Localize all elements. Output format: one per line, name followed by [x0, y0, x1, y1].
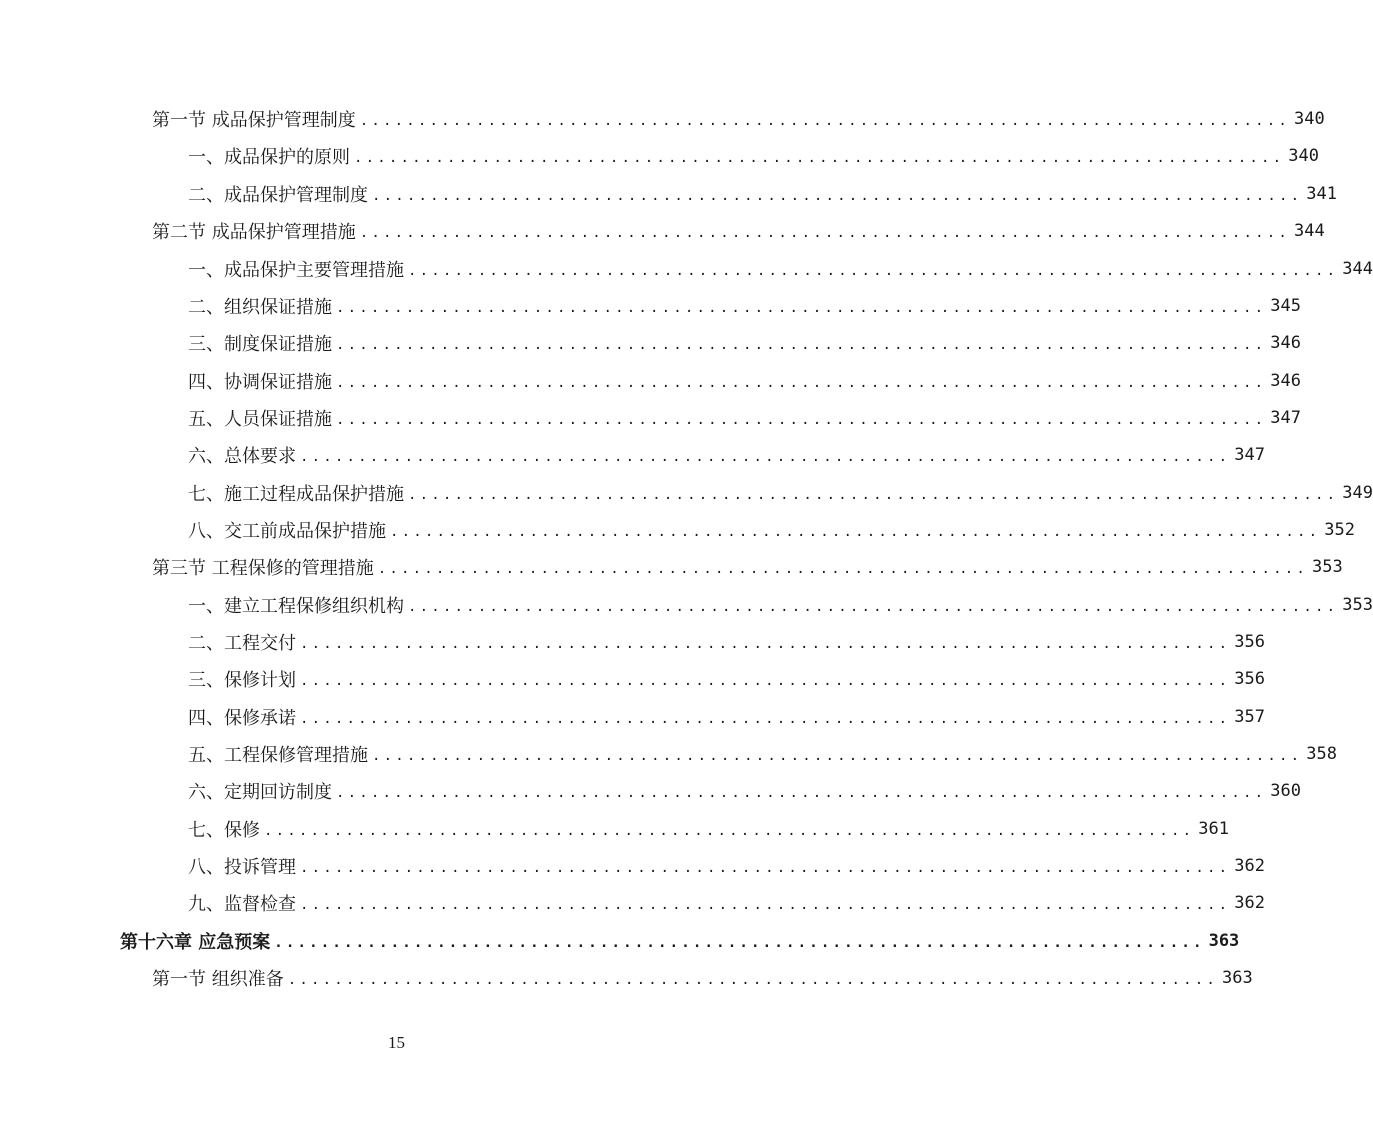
toc-entry-page: 344 — [1294, 220, 1325, 241]
toc-entry[interactable] — [188, 698, 1266, 735]
toc-entry[interactable] — [152, 959, 1253, 996]
toc-entry[interactable] — [188, 436, 1266, 473]
toc-entry-title: 二、工程交付 — [188, 632, 296, 654]
toc-entry-page: 346 — [1270, 332, 1302, 353]
toc-leader-dots: ................................................................................ — [274, 934, 1205, 951]
toc-entry[interactable] — [152, 212, 1325, 249]
toc-entry-page: 361 — [1198, 818, 1230, 839]
toc-leader-dots: ................................................................................ — [264, 822, 1195, 839]
toc-leader-dots: ................................................................................ — [372, 187, 1303, 204]
toc-leader-dots: ................................................................................ — [300, 710, 1231, 727]
toc-entry-title: 第一节 成品保护管理制度 — [152, 109, 356, 131]
toc-entry[interactable] — [188, 772, 1302, 809]
toc-entry[interactable] — [188, 175, 1338, 212]
toc-entry-title: 六、定期回访制度 — [188, 781, 332, 803]
toc-entry-title: 五、工程保修管理措施 — [188, 744, 368, 766]
toc-leader-dots: ................................................................................ — [390, 523, 1321, 540]
toc-entry-page: 345 — [1270, 295, 1302, 316]
toc-entry[interactable] — [188, 474, 1373, 511]
toc-entry-page: 340 — [1288, 145, 1320, 166]
toc-entry[interactable] — [120, 922, 1240, 959]
toc-entry-title: 五、人员保证措施 — [188, 408, 332, 430]
toc-entry-title: 九、监督检查 — [188, 893, 296, 915]
toc-entry-title: 四、协调保证措施 — [188, 371, 332, 393]
toc-entry[interactable] — [152, 548, 1343, 585]
toc-entry-page: 356 — [1234, 631, 1266, 652]
toc-entry-title: 第二节 成品保护管理措施 — [152, 221, 356, 243]
toc-entry[interactable] — [188, 362, 1302, 399]
toc-leader-dots: ................................................................................ — [408, 598, 1339, 615]
toc-entry-title: 一、建立工程保修组织机构 — [188, 595, 404, 617]
toc-leader-dots: ................................................................................ — [377, 560, 1309, 577]
toc-entry-title: 六、总体要求 — [188, 445, 296, 467]
toc-entry[interactable] — [188, 324, 1302, 361]
toc-leader-dots: ................................................................................ — [408, 486, 1339, 503]
toc-entry-page: 340 — [1294, 108, 1325, 129]
toc-leader-dots: ................................................................................ — [354, 149, 1285, 166]
toc-entry[interactable] — [188, 511, 1356, 548]
toc-entry-page: 346 — [1270, 370, 1302, 391]
toc-entry-title: 第一节 组织准备 — [152, 968, 284, 990]
toc-entry[interactable] — [188, 250, 1373, 287]
toc-entry[interactable] — [188, 884, 1266, 921]
toc-entry-title: 八、交工前成品保护措施 — [188, 520, 386, 542]
toc-entry-page: 352 — [1324, 519, 1356, 540]
toc-entry-title: 七、保修 — [188, 819, 260, 841]
toc-leader-dots: ................................................................................ — [300, 896, 1231, 913]
toc-entry-page: 356 — [1234, 668, 1266, 689]
toc-entry-title: 二、组织保证措施 — [188, 296, 332, 318]
toc-entry-page: 358 — [1306, 743, 1338, 764]
toc-leader-dots: ................................................................................ — [336, 336, 1267, 353]
toc-entry-title: 第十六章 应急预案 — [120, 931, 271, 953]
toc-entry-title: 第三节 工程保修的管理措施 — [152, 557, 374, 579]
toc-entry[interactable] — [188, 847, 1266, 884]
toc-entry-page: 362 — [1234, 892, 1266, 913]
toc-entry-page: 357 — [1234, 706, 1266, 727]
toc-leader-dots: ................................................................................ — [408, 262, 1339, 279]
toc-entry-title: 四、保修承诺 — [188, 707, 296, 729]
toc-entry-page: 341 — [1306, 183, 1338, 204]
toc-entry-page: 347 — [1234, 444, 1266, 465]
toc-entry-page: 363 — [1208, 930, 1240, 951]
toc-leader-dots: ................................................................................ — [300, 859, 1231, 876]
toc-leader-dots: ................................................................................ — [336, 299, 1267, 316]
toc-entry-title: 三、制度保证措施 — [188, 333, 332, 355]
toc-entry-page: 360 — [1270, 780, 1302, 801]
toc-entry[interactable] — [188, 399, 1302, 436]
toc-entry-page: 349 — [1342, 482, 1373, 503]
page-number: 15 — [388, 1033, 405, 1052]
toc-entry-title: 一、成品保护主要管理措施 — [188, 259, 404, 281]
toc-leader-dots: ................................................................................ — [372, 747, 1303, 764]
toc-leader-dots: ................................................................................ — [300, 448, 1231, 465]
toc-entry-title: 一、成品保护的原则 — [188, 146, 350, 168]
toc-entry[interactable] — [188, 735, 1338, 772]
toc-leader-dots: ................................................................................ — [300, 635, 1231, 652]
toc-leader-dots: ................................................................................ — [359, 112, 1291, 129]
toc-entry-page: 353 — [1342, 594, 1373, 615]
toc-entry-page: 347 — [1270, 407, 1302, 428]
toc-entry[interactable] — [188, 810, 1230, 847]
toc-leader-dots: ................................................................................ — [359, 224, 1291, 241]
toc-leader-dots: ................................................................................ — [336, 411, 1267, 428]
toc-leader-dots: ................................................................................ — [336, 374, 1267, 391]
toc-entry[interactable] — [188, 623, 1266, 660]
toc-entry-page: 362 — [1234, 855, 1266, 876]
toc-leader-dots: ................................................................................ — [300, 672, 1231, 689]
toc-entry-page: 353 — [1312, 556, 1343, 577]
toc-entry[interactable] — [188, 137, 1320, 174]
toc-entry-title: 八、投诉管理 — [188, 856, 296, 878]
toc-entry[interactable] — [152, 100, 1325, 137]
toc-entry[interactable] — [188, 287, 1302, 324]
toc-entry[interactable] — [188, 660, 1266, 697]
toc-entry-title: 三、保修计划 — [188, 669, 296, 691]
toc-entry-title: 七、施工过程成品保护措施 — [188, 483, 404, 505]
toc-entry-page: 344 — [1342, 258, 1373, 279]
toc-leader-dots: ................................................................................ — [336, 784, 1267, 801]
toc-entry-page: 363 — [1222, 967, 1253, 988]
toc-entry-title: 二、成品保护管理制度 — [188, 184, 368, 206]
toc-leader-dots: ................................................................................ — [287, 971, 1219, 988]
toc-entry[interactable] — [188, 586, 1373, 623]
